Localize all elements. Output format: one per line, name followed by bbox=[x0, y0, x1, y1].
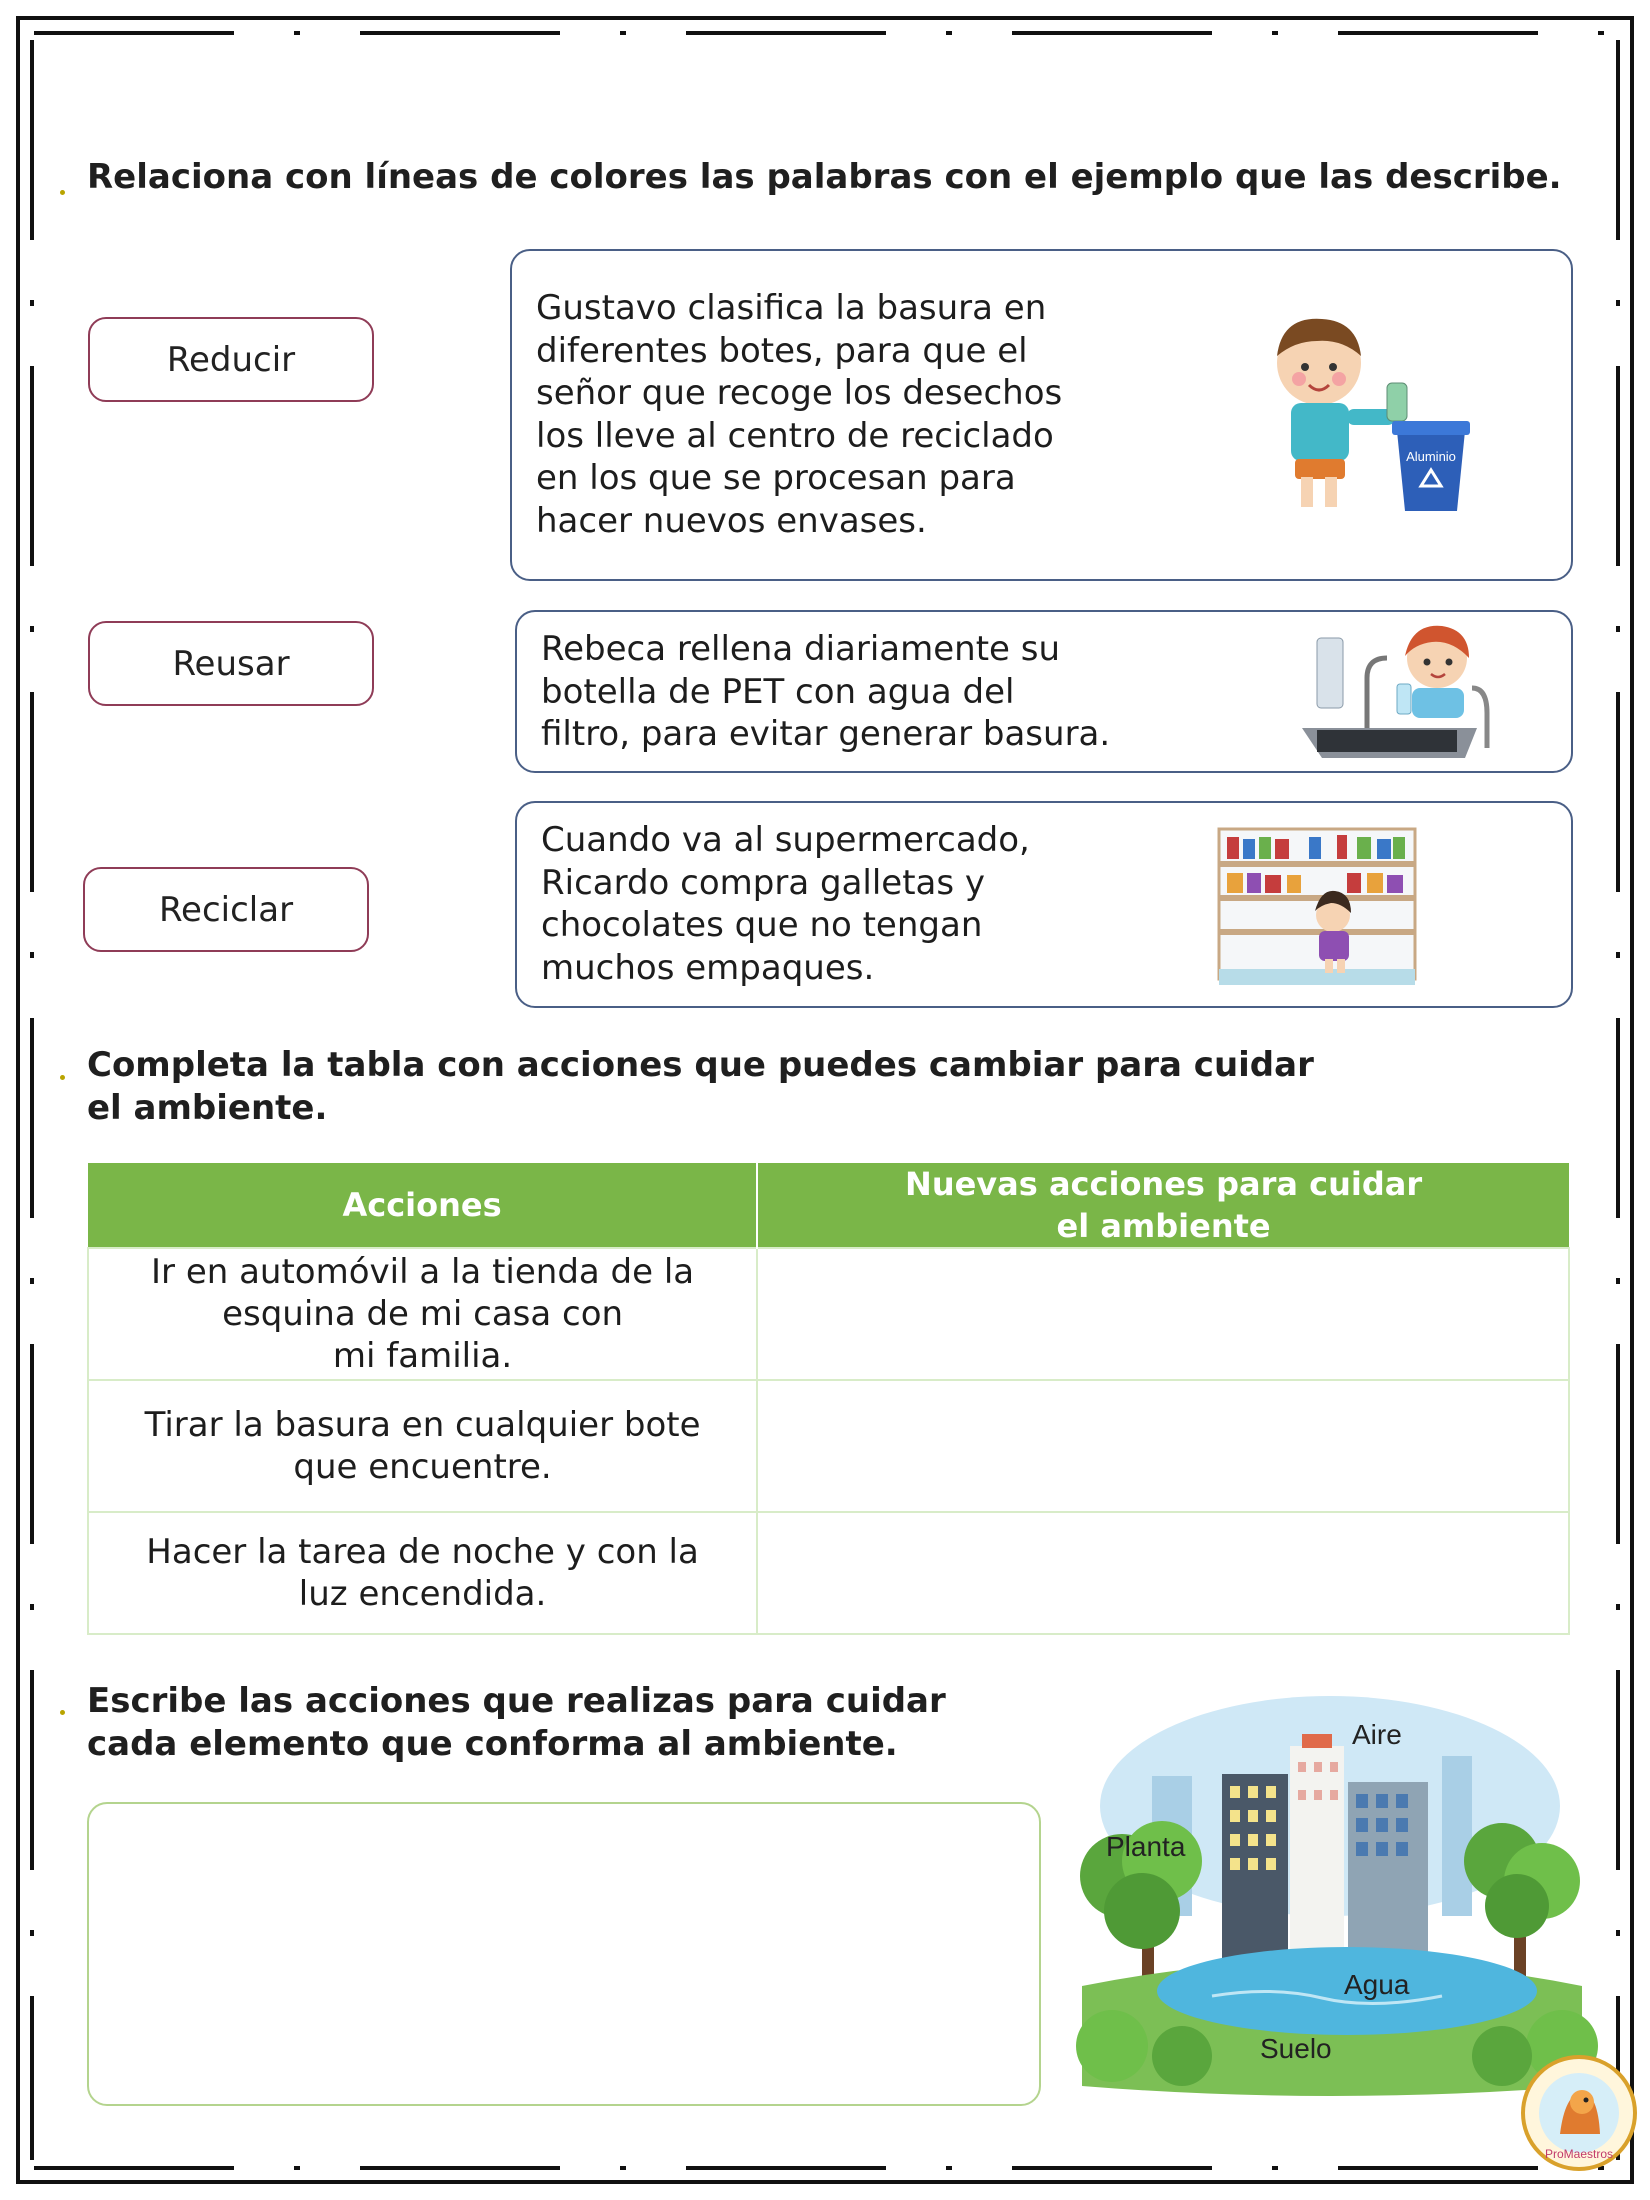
example-text: Rebeca rellena diariamente su botella de PET con agua del filtro, para evitar generar basura. bbox=[541, 629, 1111, 754]
column-header-actions: Acciones bbox=[88, 1163, 757, 1248]
answer-cell[interactable] bbox=[757, 1248, 1569, 1380]
example-card-reduce[interactable] bbox=[515, 801, 1573, 1008]
label-plant: Planta bbox=[1106, 1831, 1186, 1862]
answer-box[interactable] bbox=[87, 1802, 1041, 2106]
promaestros-logo bbox=[1520, 2054, 1638, 2172]
label-water: Agua bbox=[1344, 1969, 1410, 2000]
section2-title: Completa la tabla con acciones que puedes cambiar para cuidar el ambiente. bbox=[87, 1045, 1314, 1128]
supermarket-shelf-icon bbox=[1217, 827, 1417, 987]
bin-label: Aluminio bbox=[1406, 449, 1456, 464]
boy-recycling-bin-icon bbox=[1247, 301, 1477, 516]
action-cell: Hacer la tarea de noche y con la luz encendida. bbox=[88, 1512, 757, 1634]
label-air: Aire bbox=[1352, 1719, 1402, 1750]
word-reducir[interactable]: Reducir bbox=[88, 317, 374, 402]
girl-water-filter-icon bbox=[1287, 618, 1497, 768]
environment-illustration bbox=[1062, 1686, 1600, 2100]
word-reciclar[interactable]: Reciclar bbox=[83, 867, 369, 952]
section1-title: Relaciona con líneas de colores las palabras con el ejemplo que las describe. bbox=[87, 157, 1562, 197]
answer-cell[interactable] bbox=[757, 1512, 1569, 1634]
table-row bbox=[88, 1380, 1569, 1512]
action-cell: Ir en automóvil a la tienda de la esquina de mi casa con mi familia. bbox=[88, 1248, 757, 1380]
example-card-reuse[interactable] bbox=[515, 610, 1573, 773]
column-header-new-actions: Nuevas acciones para cuidar el ambiente bbox=[757, 1163, 1569, 1248]
action-cell: Tirar la basura en cualquier bote que encuentre. bbox=[88, 1380, 757, 1512]
example-text: Gustavo clasifica la basura en diferentes botes, para que el señor que recoge los desechos los lleve al centro de reciclado en los que se procesan para hacer nuevos envases. bbox=[536, 288, 1063, 541]
table-row bbox=[88, 1512, 1569, 1634]
logo-text: ProMaestros bbox=[1544, 2147, 1614, 2161]
example-card-recycle[interactable] bbox=[510, 249, 1573, 581]
actions-table bbox=[87, 1163, 1570, 1635]
bullet bbox=[60, 1075, 65, 1080]
label-soil: Suelo bbox=[1260, 2033, 1332, 2064]
table-row bbox=[88, 1248, 1569, 1380]
word-reusar[interactable]: Reusar bbox=[88, 621, 374, 706]
bullet bbox=[60, 190, 65, 195]
bullet bbox=[60, 1710, 65, 1715]
example-text: Cuando va al supermercado, Ricardo compra galletas y chocolates que no tengan muchos empaques. bbox=[541, 820, 1030, 988]
section3-title: Escribe las acciones que realizas para cuidar cada elemento que conforma al ambiente. bbox=[87, 1681, 946, 1764]
answer-cell[interactable] bbox=[757, 1380, 1569, 1512]
